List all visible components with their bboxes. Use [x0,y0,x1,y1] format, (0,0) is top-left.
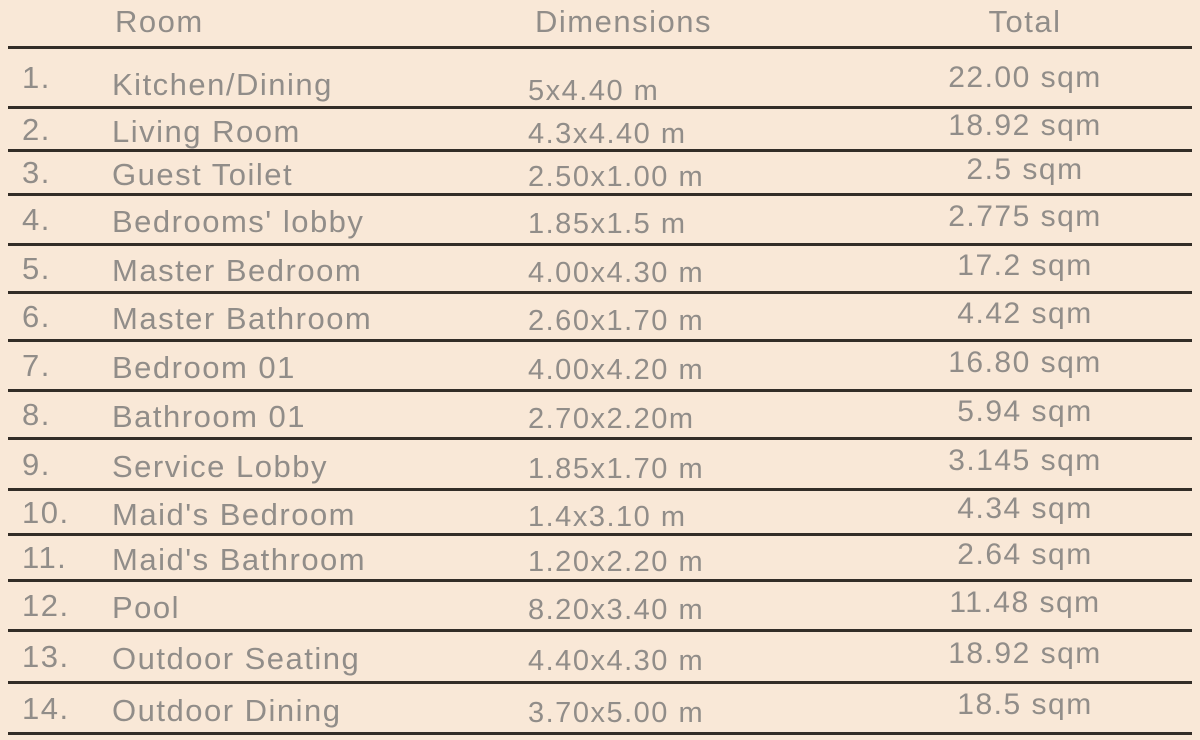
room-dimensions: 4.40x4.30 m [528,645,705,677]
room-total: 2.5 sqm [966,152,1084,186]
room-total: 5.94 sqm [957,394,1093,428]
row-number: 13. [22,639,70,674]
room-name: Bedroom 01 [112,350,296,385]
room-dimensions: 4.3x4.40 m [528,117,687,150]
table-row [8,294,1192,342]
table-row [8,632,1192,684]
row-number: 4. [22,202,51,237]
row-number: 11. [22,540,68,575]
row-number: 1. [22,60,51,95]
room-name: Kitchen/Dining [112,67,333,102]
table-row [8,684,1192,735]
room-schedule-table [8,0,1192,735]
room-name: Master Bathroom [112,301,373,336]
table-row [8,196,1192,246]
room-dimensions: 1.20x2.20 m [528,546,705,578]
room-dimensions: 2.50x1.00 m [528,161,705,193]
room-name: Bedrooms' lobby [112,204,365,239]
room-dimensions: 1.4x3.10 m [528,500,687,533]
room-total: 17.2 sqm [957,248,1093,282]
table-row [8,246,1192,294]
room-total: 2.775 sqm [948,199,1102,233]
room-dimensions: 1.85x1.5 m [528,208,687,240]
column-header-total: Total [988,3,1062,39]
room-name: Guest Toilet [112,157,294,192]
room-dimensions: 1.85x1.70 m [528,452,705,485]
room-dimensions: 5x4.40 m [528,75,660,107]
room-total: 3.145 sqm [948,444,1102,477]
room-total: 4.34 sqm [957,492,1093,525]
room-dimensions: 8.20x3.40 m [528,594,705,626]
room-name: Service Lobby [112,448,328,484]
room-total: 2.64 sqm [957,537,1093,571]
table-row [8,109,1192,152]
table-row [8,440,1192,491]
row-number: 10. [22,494,70,530]
room-total: 18.92 sqm [948,636,1102,670]
room-name: Outdoor Seating [112,641,361,676]
room-total: 18.5 sqm [957,688,1093,721]
room-total: 18.92 sqm [948,109,1102,142]
room-dimensions: 2.60x1.70 m [528,305,705,337]
row-number: 5. [22,251,51,286]
row-number: 14. [22,690,70,726]
room-name: Master Bedroom [112,253,363,288]
row-number: 7. [22,348,51,383]
column-header-room: Room [115,3,204,39]
row-number: 9. [22,446,51,482]
room-dimensions: 4.00x4.30 m [528,257,705,289]
room-name: Maid's Bedroom [112,496,357,532]
column-header-dimensions: Dimensions [535,3,712,39]
room-name: Maid's Bathroom [112,542,367,577]
table-row [8,392,1192,440]
table-row [8,491,1192,536]
table-row [8,582,1192,632]
row-number: 2. [22,111,51,147]
room-name: Pool [112,590,181,625]
table-row [8,152,1192,196]
row-number: 12. [22,588,70,623]
room-name: Bathroom 01 [112,399,306,434]
room-name: Outdoor Dining [112,692,342,728]
table-row [8,342,1192,392]
row-number: 3. [22,155,51,190]
room-total: 16.80 sqm [948,345,1102,379]
room-name: Living Room [112,113,301,149]
room-dimensions: 2.70x2.20m [528,403,695,435]
room-dimensions: 4.00x4.20 m [528,354,705,386]
table-body [8,49,1192,735]
room-total: 4.42 sqm [957,296,1093,330]
table-row [8,49,1192,109]
table-row [8,536,1192,582]
row-number: 8. [22,397,51,432]
row-number: 6. [22,299,51,334]
table-header-row [8,0,1192,49]
room-total: 11.48 sqm [949,585,1101,619]
room-total: 22.00 sqm [948,60,1102,94]
room-dimensions: 3.70x5.00 m [528,696,705,729]
